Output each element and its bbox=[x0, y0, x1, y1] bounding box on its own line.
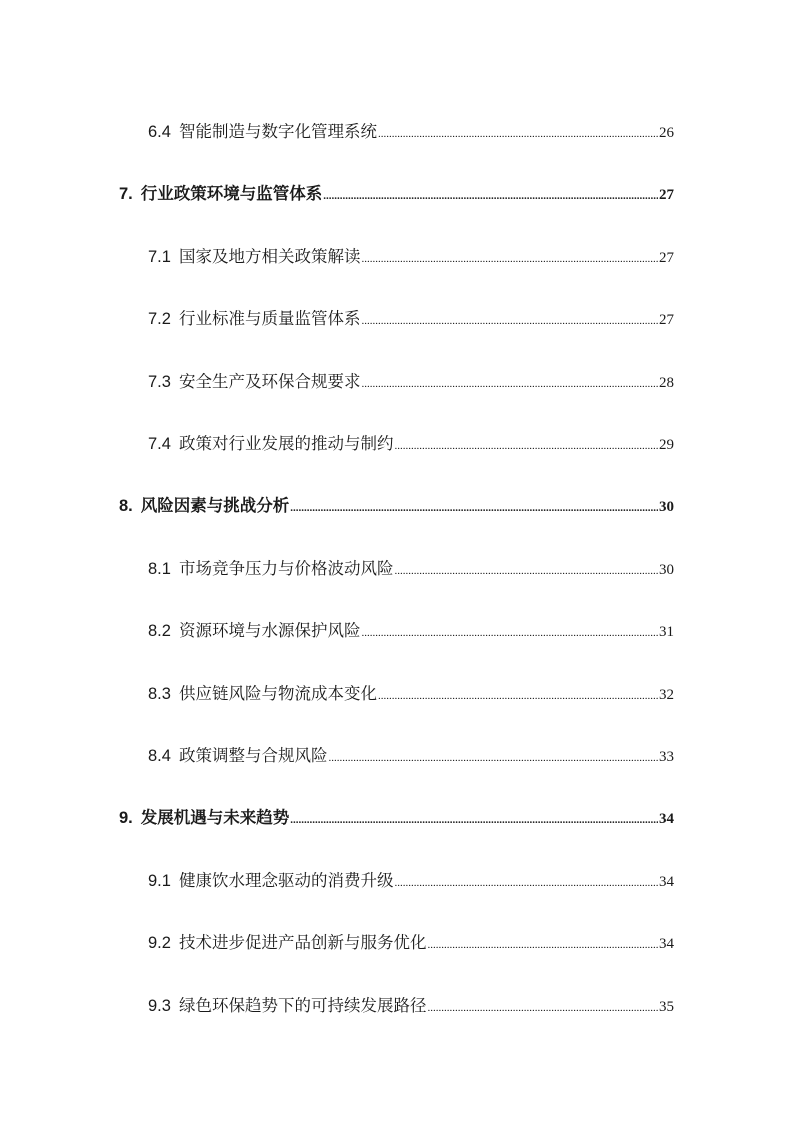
toc-entry-8-3[interactable] bbox=[148, 680, 674, 704]
toc-dot-leader bbox=[361, 316, 658, 327]
toc-entry-6-4[interactable] bbox=[148, 118, 674, 142]
toc-entry-title: 健康饮水理念驱动的消费升级 bbox=[178, 872, 394, 890]
toc-entry-number: 6.4 bbox=[148, 123, 171, 141]
toc-entry-title: 安全生产及环保合规要求 bbox=[178, 373, 361, 391]
toc-dot-leader bbox=[394, 441, 658, 452]
toc-entry-number: 7.3 bbox=[148, 373, 171, 391]
toc-dot-leader bbox=[394, 566, 658, 577]
toc-entry-title: 供应链风险与物流成本变化 bbox=[178, 685, 377, 703]
toc-entry-page-number: 32 bbox=[659, 687, 674, 703]
toc-dot-leader bbox=[427, 1003, 658, 1014]
toc-entry-number: 8.3 bbox=[148, 685, 171, 703]
toc-entry-number: 7.2 bbox=[148, 310, 171, 328]
toc-dot-leader bbox=[290, 503, 658, 514]
toc-entry-number: 9.1 bbox=[148, 872, 171, 890]
toc-entry-page-number: 30 bbox=[659, 562, 674, 578]
toc-entry-number: 9.3 bbox=[148, 997, 171, 1015]
toc-dot-leader bbox=[323, 191, 658, 202]
toc-entry-page-number: 34 bbox=[659, 936, 674, 952]
toc-dot-leader bbox=[361, 628, 658, 639]
toc-entry-7[interactable] bbox=[119, 180, 674, 204]
toc-entry-page-number: 34 bbox=[659, 811, 674, 827]
toc-entry-title: 行业政策环境与监管体系 bbox=[140, 185, 323, 203]
toc-dot-leader bbox=[290, 815, 658, 826]
toc-entry-8-1[interactable] bbox=[148, 555, 674, 579]
toc-entry-7-2[interactable] bbox=[148, 305, 674, 329]
toc-entry-number: 9. bbox=[119, 809, 133, 827]
toc-entry-page-number: 27 bbox=[659, 250, 674, 266]
toc-entry-title: 技术进步促进产品创新与服务优化 bbox=[178, 934, 427, 952]
toc-dot-leader bbox=[361, 254, 658, 265]
toc-entry-page-number: 26 bbox=[659, 125, 674, 141]
toc-entry-9-2[interactable] bbox=[148, 929, 674, 953]
toc-entry-number: 7.1 bbox=[148, 248, 171, 266]
toc-entry-title: 发展机遇与未来趋势 bbox=[140, 809, 290, 827]
toc-entry-8-2[interactable] bbox=[148, 617, 674, 641]
toc-entry-8-4[interactable] bbox=[148, 742, 674, 766]
toc-entry-title: 资源环境与水源保护风险 bbox=[178, 622, 361, 640]
toc-entry-page-number: 30 bbox=[659, 499, 674, 515]
toc-entry-number: 9.2 bbox=[148, 934, 171, 952]
toc-dot-leader bbox=[361, 379, 658, 390]
toc-dot-leader bbox=[394, 878, 658, 889]
toc-entry-title: 风险因素与挑战分析 bbox=[140, 497, 290, 515]
toc-entry-title: 智能制造与数字化管理系统 bbox=[178, 123, 377, 141]
toc-entry-9-1[interactable] bbox=[148, 867, 674, 891]
toc-entry-page-number: 35 bbox=[659, 999, 674, 1015]
toc-entry-number: 7.4 bbox=[148, 435, 171, 453]
toc-entry-7-4[interactable] bbox=[148, 430, 674, 454]
toc-entry-title: 国家及地方相关政策解读 bbox=[178, 248, 361, 266]
toc-entry-number: 8. bbox=[119, 497, 133, 515]
toc-entry-7-1[interactable] bbox=[148, 243, 674, 267]
toc-entry-page-number: 33 bbox=[659, 749, 674, 765]
toc-entry-number: 8.1 bbox=[148, 560, 171, 578]
toc-entry-9[interactable] bbox=[119, 804, 674, 828]
toc-entry-title: 政策调整与合规风险 bbox=[178, 747, 328, 765]
toc-entry-page-number: 29 bbox=[659, 437, 674, 453]
toc-dot-leader bbox=[378, 691, 658, 702]
toc-entry-title: 政策对行业发展的推动与制约 bbox=[178, 435, 394, 453]
toc-dot-leader bbox=[328, 753, 658, 764]
toc-entry-number: 8.2 bbox=[148, 622, 171, 640]
toc-entry-8[interactable] bbox=[119, 492, 674, 516]
toc-entry-page-number: 27 bbox=[659, 312, 674, 328]
toc-entry-page-number: 31 bbox=[659, 624, 674, 640]
toc-entry-7-3[interactable] bbox=[148, 368, 674, 392]
toc-dot-leader bbox=[427, 940, 658, 951]
toc-entry-title: 行业标准与质量监管体系 bbox=[178, 310, 361, 328]
toc-entry-page-number: 34 bbox=[659, 874, 674, 890]
toc-entry-page-number: 28 bbox=[659, 375, 674, 391]
toc-entry-9-3[interactable] bbox=[148, 992, 674, 1016]
toc-entry-number: 8.4 bbox=[148, 747, 171, 765]
toc-entry-number: 7. bbox=[119, 185, 133, 203]
toc-dot-leader bbox=[378, 129, 658, 140]
toc-entry-page-number: 27 bbox=[659, 187, 674, 203]
toc-entry-title: 市场竞争压力与价格波动风险 bbox=[178, 560, 394, 578]
toc-entry-title: 绿色环保趋势下的可持续发展路径 bbox=[178, 997, 427, 1015]
